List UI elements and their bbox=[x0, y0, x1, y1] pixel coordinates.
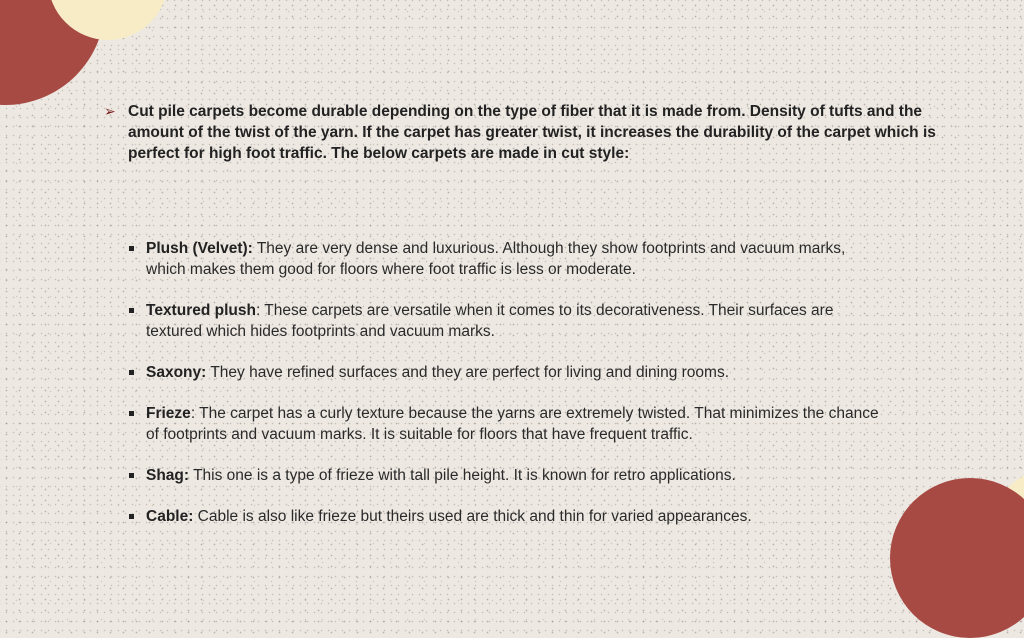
square-bullet-icon bbox=[127, 403, 146, 424]
list-item bbox=[127, 300, 887, 342]
square-bullet-icon bbox=[127, 362, 146, 383]
list-item bbox=[127, 403, 887, 445]
carpet-types-list bbox=[127, 238, 887, 527]
item-term: Shag: bbox=[146, 467, 190, 484]
item-term: Textured plush bbox=[146, 302, 256, 319]
item-description: : These carpets are versatile when it comes to its decorativeness. Their surfaces are textured which hides footprints and vacuum marks. bbox=[146, 302, 834, 340]
item-term: Saxony: bbox=[146, 364, 207, 381]
item-description: : The carpet has a curly texture because the yarns are extremely twisted. That minimizes the chance of footprints and vacuum marks. It is suitable for floors that have frequent traffic. bbox=[146, 405, 879, 443]
square-bullet-icon bbox=[127, 300, 146, 321]
list-item bbox=[127, 362, 887, 383]
square-bullet-icon bbox=[127, 465, 146, 486]
item-term: Frieze bbox=[146, 405, 191, 422]
square-bullet-icon bbox=[127, 506, 146, 527]
list-item bbox=[127, 238, 887, 280]
intro-text: Cut pile carpets become durable depending on the type of fiber that it is made from. Density of tufts and the amount of the twist of the yarn. If the carpet has greater twist, it increases the durability of the carpet which is perfect for high foot traffic. The below carpets are made in cut style: bbox=[128, 103, 936, 162]
decorative-circle-red-bottom bbox=[890, 478, 1024, 638]
list-item bbox=[127, 465, 887, 486]
arrow-bullet-icon: ➢ bbox=[104, 103, 116, 119]
item-description: They are very dense and luxurious. Although they show footprints and vacuum marks, which makes them good for floors where foot traffic is less or moderate. bbox=[146, 240, 846, 278]
item-term: Plush (Velvet): bbox=[146, 240, 253, 257]
item-description: Cable is also like frieze but theirs used are thick and thin for varied appearances. bbox=[193, 508, 752, 525]
list-item bbox=[127, 506, 887, 527]
item-description: They have refined surfaces and they are perfect for living and dining rooms. bbox=[206, 364, 730, 381]
item-description: This one is a type of frieze with tall pile height. It is known for retro applications. bbox=[189, 467, 736, 484]
item-term: Cable: bbox=[146, 508, 194, 525]
intro-paragraph bbox=[104, 101, 954, 164]
square-bullet-icon bbox=[127, 238, 146, 259]
